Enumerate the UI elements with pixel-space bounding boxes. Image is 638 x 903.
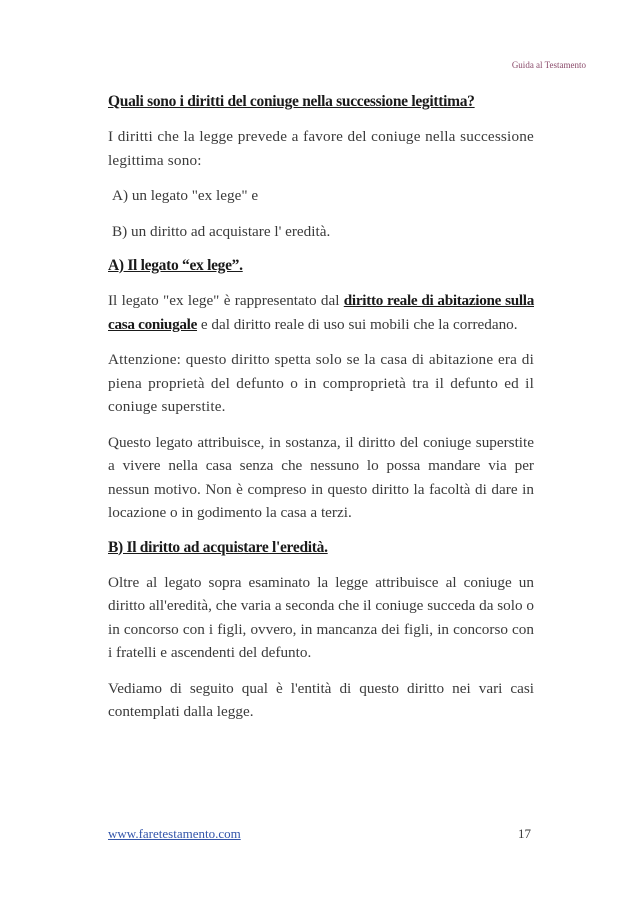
- paragraph-legato-sostanza: Questo legato attribuisce, in sostanza, il diritto del coniuge superstite a vivere nella casa senza che nessuno lo possa mandare via per nessun motivo. Non è compreso in questo diritto la facoltà di dare in locazione o in godimento la casa a terzi.: [108, 433, 534, 521]
- page-content: [108, 91, 534, 736]
- section-heading-eredita: B) Il diritto ad acquistare l'eredità.: [108, 538, 328, 556]
- section-heading-diritti-coniuge: Quali sono i diritti del coniuge nella successione legittima?: [108, 93, 475, 110]
- section-heading-legato: A) Il legato “ex lege”.: [108, 257, 243, 274]
- paragraph-text: Il legato "ex lege" è rappresentato dal: [108, 292, 344, 309]
- highlight-diritto-abitazione: diritto reale di abitazione sulla casa coniugale: [108, 292, 534, 333]
- paragraph-eredita: Oltre al legato sopra esaminato la legge attribuisce al coniuge un diritto all'eredità, che varia a seconda che il coniuge succeda da solo o in concorso con i figli, ovvero, in mancanza dei figli, in concorso con i fratelli e ascendenti del defunto.: [108, 573, 534, 661]
- paragraph-vediamo: Vediamo di seguito qual è l'entità di questo diritto nei vari casi contemplati dalla legge.: [108, 679, 534, 720]
- list-item-b: B) un diritto ad acquistare l' eredità.: [112, 222, 331, 240]
- paragraph-legato-definizione: [108, 289, 534, 336]
- paragraph-intro: I diritti che la legge prevede a favore del coniuge nella successione legittima sono:: [108, 128, 534, 169]
- header-title: Guida al Testamento: [511, 60, 586, 70]
- list-item-a: A) un legato "ex lege" e: [112, 187, 259, 204]
- page-number: 17: [518, 826, 531, 841]
- paragraph-text: e dal diritto reale di uso sui mobili che la corredano.: [197, 315, 518, 333]
- paragraph-attenzione: Attenzione: questo diritto spetta solo se la casa di abitazione era di piena proprietà del defunto o in comproprietà tra il defunto ed il coniuge superstite.: [108, 351, 534, 415]
- footer-website-link[interactable]: www.faretestamento.com: [108, 826, 241, 841]
